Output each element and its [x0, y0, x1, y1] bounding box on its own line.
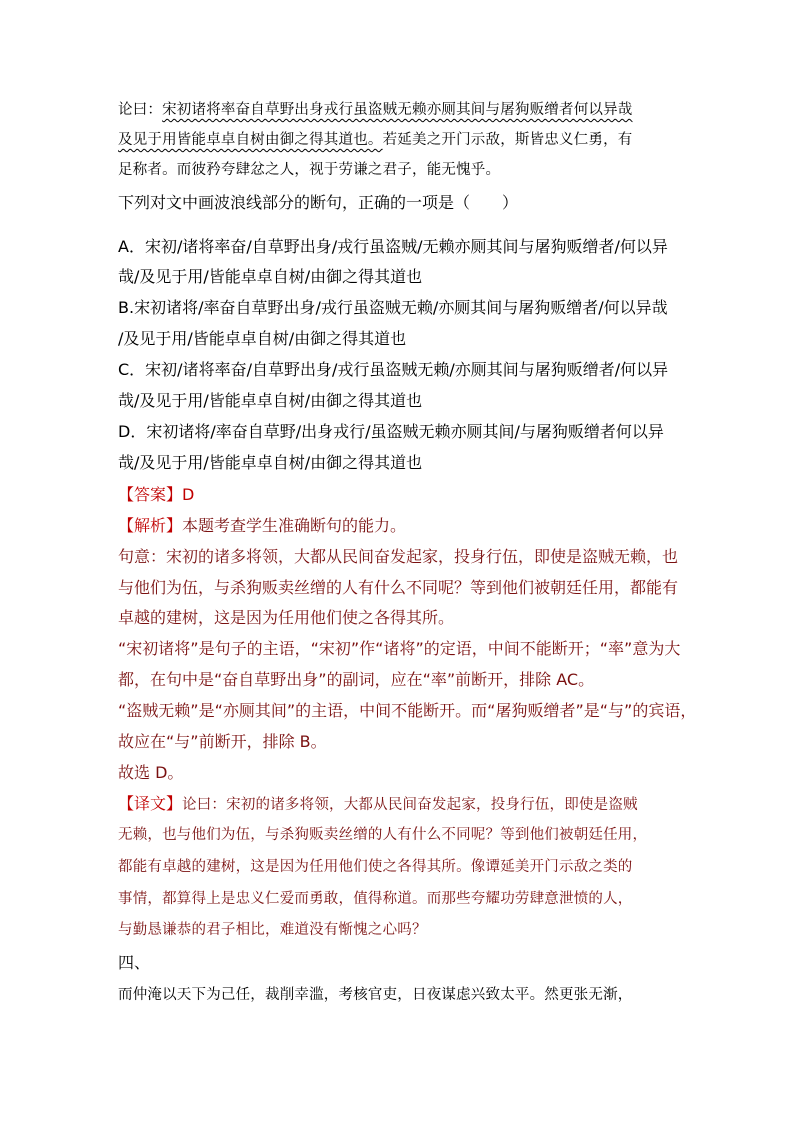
analysis-intro-line — [118, 513, 406, 536]
question-stem: 下列对文中画波浪线部分的断句，正确的一项是（ ） — [118, 193, 519, 212]
passage-line-3: 足称者。而彼矜夸肆忿之人，视于劳谦之君子，能无愧乎。 — [118, 162, 501, 178]
translation-line-1: 无赖，也与他们为伍，与杀狗贩卖丝缯的人有什么不同呢？等到他们被朝廷任用， — [118, 827, 648, 843]
translation-line-3: 事情，都算得上是忠义仁爱而勇敢，值得称道。而那些夸耀功劳肆意泄愤的人， — [118, 891, 633, 907]
analysis-line-3: 卓越的建树，这是因为任用他们使之各得其所。 — [118, 608, 455, 627]
section-line-1: 而仲淹以天下为己任，裁削幸滥，考核官吏，日夜谋虑兴致太平。然更张无渐， — [118, 987, 633, 1003]
option-d-line-2: 哉/及见于用/皆能卓卓自树/由御之得其道也 — [118, 453, 423, 472]
analysis-intro: 本题考查学生准确断句的能力。 — [182, 516, 407, 535]
analysis-tag: 【解析】 — [118, 516, 183, 535]
option-a-line-2: 哉/及见于用/皆能卓卓自树/由御之得其道也 — [118, 267, 423, 286]
option-b-line-2: /及见于用/皆能卓卓自树/由御之得其道也 — [118, 329, 407, 348]
translation-tag: 【译文】 — [118, 794, 183, 813]
analysis-line-8: 故选 D。 — [118, 763, 184, 782]
translation-first: 论曰：宋初的诸多将领，大都从民间奋发起家，投身行伍，即使是盗贼 — [182, 797, 638, 813]
option-a-line-1: A．宋初/诸将率奋/自草野出身/戎行虽盗贼/无赖亦厕其间与屠狗贩缯者/何以异 — [118, 237, 668, 256]
translation-first-line — [118, 791, 638, 814]
option-d-line-1: D．宋初诸将/率奋自草野/出身戎行/虽盗贼无赖亦厕其间/与屠狗贩缯者何以异 — [118, 422, 664, 441]
analysis-line-6: “盗贼无赖”是“亦厕其间”的主语，中间不能断开。而“屠狗贩缯者”是“与”的宾语， — [118, 701, 697, 720]
analysis-line-4: “宋初诸将”是句子的主语，“宋初”作“诸将”的定语，中间不能断开；“率”意为大 — [118, 639, 681, 658]
option-c-line-2: 哉/及见于用/皆能卓卓自树/由御之得其道也 — [118, 391, 423, 410]
option-b-line-1: B.宋初诸将/率奋自草野出身/戎行虽盗贼无赖/亦厕其间与屠狗贩缯者/何以异哉 — [118, 298, 668, 317]
answer-tag: 【答案】 — [118, 485, 183, 504]
analysis-line-2: 与他们为伍，与杀狗贩卖丝缯的人有什么不同呢？等到他们被朝廷任用，都能有 — [118, 578, 679, 597]
answer-line — [118, 482, 194, 505]
analysis-line-1: 句意：宋初的诸多将领，大都从民间奋发起家，投身行伍，即使是盗贼无赖，也 — [118, 547, 679, 566]
passage-rest: 若延美之开门示敌，斯皆忠义仁勇，有 — [382, 132, 633, 148]
analysis-line-5: 都，在句中是“奋自草野出身”的副词，应在“率”前断开，排除 AC。 — [118, 670, 595, 689]
passage-line-2 — [118, 128, 633, 149]
passage-line-1 — [118, 98, 633, 119]
section-heading: 四、 — [118, 953, 151, 972]
translation-line-2: 都能有卓越的建树，这是因为任用他们使之各得其所。像谭延美开门示敌之类的 — [118, 859, 633, 875]
analysis-line-7: 故应在“与”前断开，排除 B。 — [118, 732, 327, 751]
option-c-line-1: C．宋初/诸将率奋/自草野出身/戎行虽盗贼无赖/亦厕其间与屠狗贩缯者/何以异 — [118, 360, 669, 379]
passage-prefix: 论曰： — [118, 102, 163, 118]
translation-line-4: 与勤恳谦恭的君子相比，难道没有惭愧之心吗？ — [118, 922, 427, 938]
passage-wavy-segment-2: 及见于用皆能卓卓自树由御之得其道也。 — [118, 132, 383, 148]
answer-value: D — [182, 485, 195, 504]
passage-wavy-segment-1: 宋初诸将率奋自草野出身戎行虽盗贼无赖亦厕其间与屠狗贩缯者何以异哉 — [162, 102, 633, 118]
